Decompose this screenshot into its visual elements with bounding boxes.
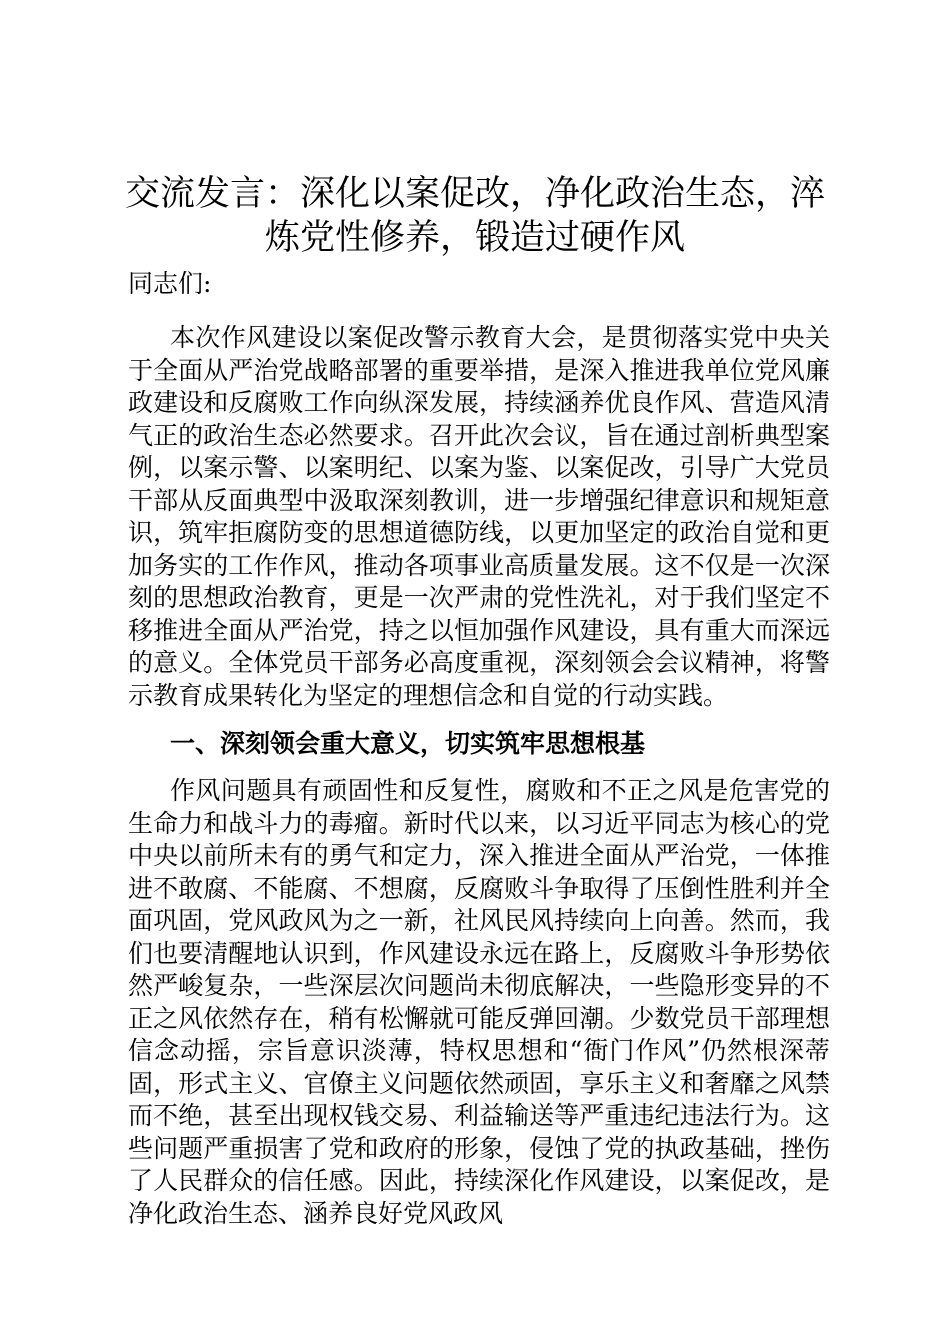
document-title: 交流发言：深化以案促改，净化政治生态，淬炼党性修养，锻造过硬作风 (124, 174, 825, 258)
salutation: 同志们: (128, 269, 212, 298)
paragraph-intro: 本次作风建设以案促改警示教育大会，是贯彻落实党中央关于全面从严治党战略部署的重要举措，是深入推进我单位党风廉政建设和反腐败工作向纵深发展，持续涵养优良作风、营造风清气正的政治生态必然要求。召开此次会议，旨在通过剖析典型案例，以案示警、以案明纪、以案为鉴、以案促改，引导广大党员干部从反面典型中汲取深刻教训，进一步增强纪律意识和规矩意识，筑牢拒腐防变的思想道德防线，以更加坚定的政治自觉和更加务实的工作作风，推动各项事业高质量发展。这不仅是一次深刻的思想政治教育，更是一次严肃的党性洗礼，对于我们坚定不移推进全面从严治党，持之以恒加强作风建设，具有重大而深远的意义。全体党员干部务必高度重视，深刻领会会议精神，将警示教育成果转化为坚定的理想信念和自觉的行动实践。 (128, 323, 830, 710)
section-heading-1: 一、深刻领会重大意义，切实筑牢思想根基 (170, 729, 646, 758)
paragraph-section-1: 作风问题具有顽固性和反复性，腐败和不正之风是危害党的生命力和战斗力的毒瘤。新时代以来，以习近平同志为核心的党中央以前所未有的勇气和定力，深入推进全面从严治党，一体推进不敢腐、不能腐、不想腐，反腐败斗争取得了压倒性胜利并全面巩固，党风政风为之一新，社风民风持续向上向善。然而，我们也要清醒地认识到，作风建设永远在路上，反腐败斗争形势依然严峻复杂，一些深层次问题尚未彻底解决，一些隐形变异的不正之风依然存在，稍有松懈就可能反弹回潮。少数党员干部理想信念动摇，宗旨意识淡薄，特权思想和“衙门作风”仍然根深蒂固，形式主义、官僚主义问题依然顽固，享乐主义和奢靡之风禁而不绝，甚至出现权钱交易、利益输送等严重违纪违法行为。这些问题严重损害了党和政府的形象，侵蚀了党的执政基础，挫伤了人民群众的信任感。因此，持续深化作风建设，以案促改，是净化政治生态、涵养良好党风政风 (128, 776, 830, 1228)
